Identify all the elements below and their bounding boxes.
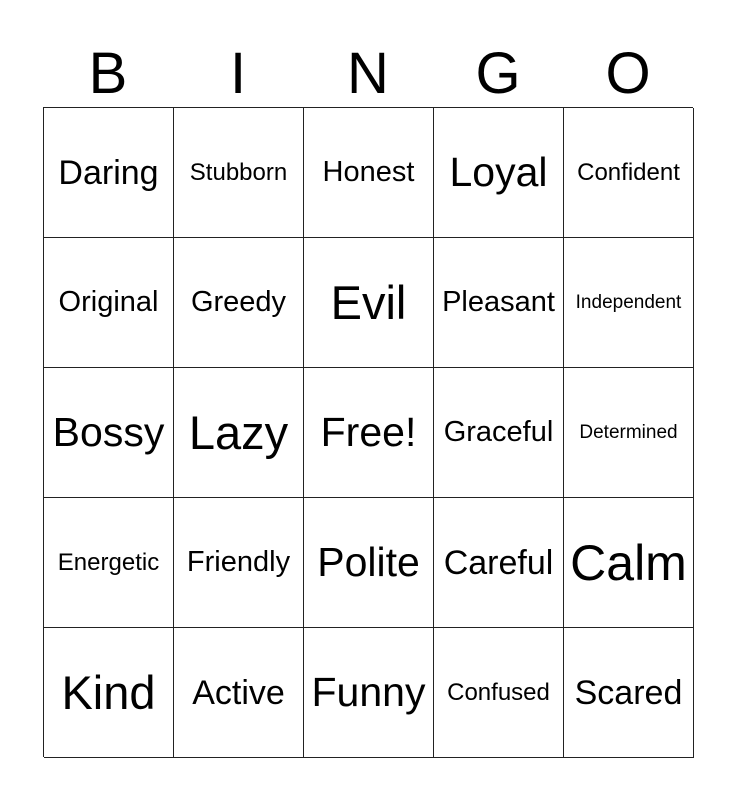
bingo-cell[interactable]: Graceful xyxy=(434,368,564,498)
bingo-cell[interactable]: Evil xyxy=(304,238,434,368)
bingo-board xyxy=(43,107,693,757)
bingo-cell[interactable]: Original xyxy=(44,238,174,368)
header-letter-i: I xyxy=(229,41,247,106)
bingo-cell[interactable]: Friendly xyxy=(174,498,304,628)
free-space[interactable]: Free! xyxy=(304,368,434,498)
bingo-cell[interactable]: Greedy xyxy=(174,238,304,368)
bingo-cell[interactable]: Stubborn xyxy=(174,108,304,238)
bingo-cell[interactable]: Loyal xyxy=(434,108,564,238)
bingo-cell[interactable]: Polite xyxy=(304,498,434,628)
bingo-cell[interactable]: Funny xyxy=(304,628,434,758)
bingo-cell[interactable]: Active xyxy=(174,628,304,758)
header-letter-b: B xyxy=(88,41,128,106)
bingo-cell[interactable]: Energetic xyxy=(44,498,174,628)
bingo-cell[interactable]: Determined xyxy=(564,368,694,498)
bingo-cell[interactable]: Confused xyxy=(434,628,564,758)
header-letter-n: N xyxy=(347,41,389,106)
bingo-cell[interactable]: Calm xyxy=(564,498,694,628)
header-letter-o: O xyxy=(605,41,651,106)
header-letter-g: G xyxy=(475,41,521,106)
bingo-cell[interactable]: Daring xyxy=(44,108,174,238)
bingo-cell[interactable]: Careful xyxy=(434,498,564,628)
bingo-cell[interactable]: Pleasant xyxy=(434,238,564,368)
bingo-cell[interactable]: Lazy xyxy=(174,368,304,498)
bingo-cell[interactable]: Bossy xyxy=(44,368,174,498)
bingo-header xyxy=(43,40,693,108)
bingo-cell[interactable]: Confident xyxy=(564,108,694,238)
bingo-cell[interactable]: Independent xyxy=(564,238,694,368)
bingo-cell[interactable]: Honest xyxy=(304,108,434,238)
bingo-cell[interactable]: Scared xyxy=(564,628,694,758)
bingo-cell[interactable]: Kind xyxy=(44,628,174,758)
